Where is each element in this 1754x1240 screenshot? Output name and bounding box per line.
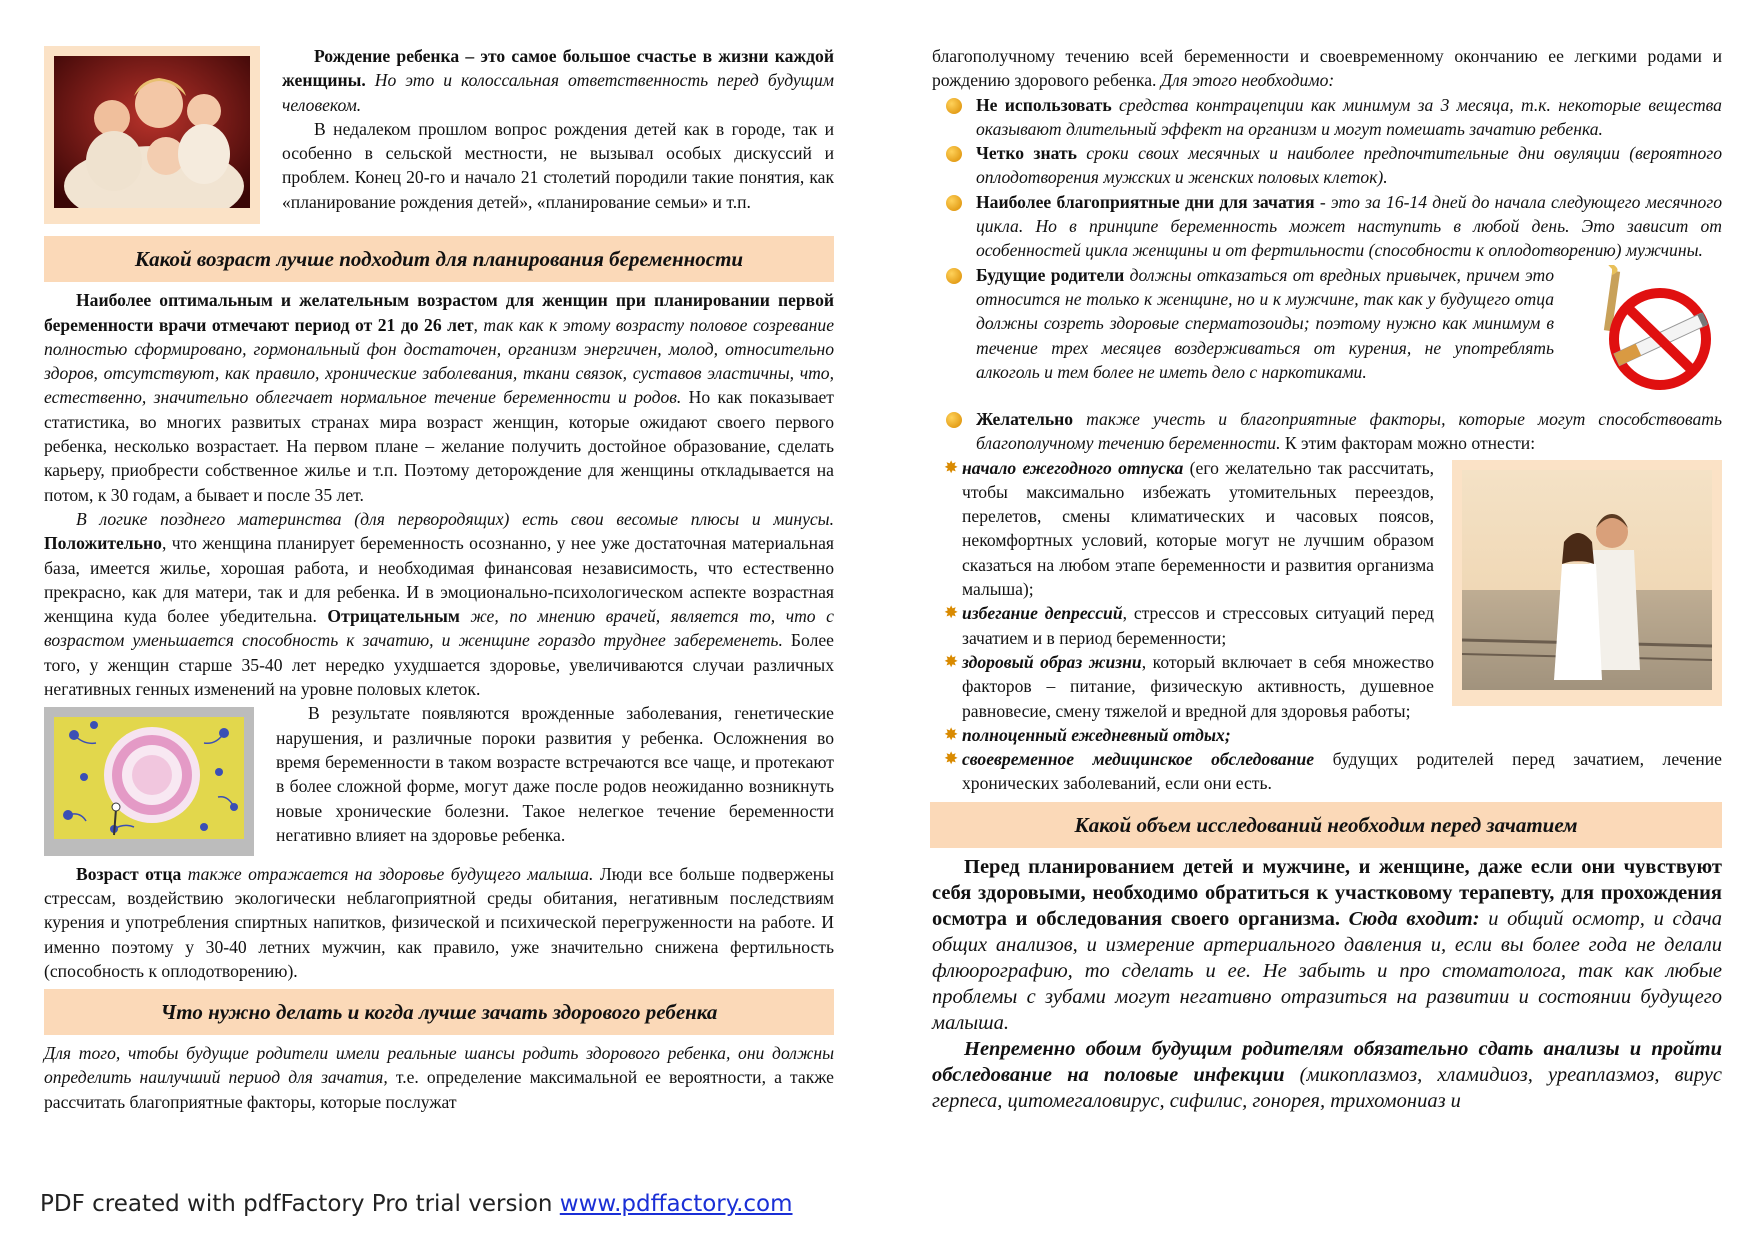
todo-paragraph [44,1041,834,1114]
star-bullet-icon: ✸ [944,749,959,769]
banner-age-title: Какой возраст лучше подходит для планирования беременности [44,236,834,282]
factor-bold: начало ежегодного отпуска [962,457,1184,478]
factor-bold: полноценный ежедневный отдых; [962,724,1231,745]
factor-bold: здоровый образ жизни [962,651,1142,672]
tests-bold-italic: Непременно обоим будущим родителям обязательно сдать анализы и пройти обследование на половые инфекции [932,1037,1722,1086]
bullet-best-days [932,190,1722,263]
exam-bold-italic: Сюда входит: [1339,907,1480,930]
pdf-footer [40,1191,793,1217]
todo-normal: т.е. определение максимальной ее вероятности, а также рассчитать благоприятные факторы, которые послужат [44,1067,834,1112]
factor-normal: будущих родителей перед зачатием, лечение хронических заболеваний, если они есть. [962,749,1722,794]
late-bold-positive: Положительно [44,533,162,554]
late-italic-2: же, по мнению врачей, является то, что с возрастом уменьшается способность к зачатию, и женщине гораздо труднее забеременеть. [44,606,834,651]
intro-paragraph-2: В недалеком прошлом вопрос рождения детей как в городе, так и особенно в сельской местности, не вызывал особых дискуссий и проблем. Конец 20-го и начало 21 столетий породили такие понятия, как «планирование рождения детей», «планирование семьи» и т.п. [282,118,834,212]
late-normal-2: Более того, у женщин старше 35-40 лет нередко ухудшается здоровье, увеличиваются случаи различных негативных генных изменений на уровне половых клеток. [44,630,834,700]
bullet-bold: Желательно [976,408,1074,429]
factor-normal: (его желательно так рассчитать, чтобы максимально избежать утомительных переездов, перелетов, смены климатических и часовых поясов, некомфортных условий, которые могут не лучшим образом сказаться на любом этапе беременности и развития организма малыша); [962,457,1434,600]
bullet-bold: Наиболее благоприятные дни для зачатия [976,191,1315,212]
factors-list [932,456,1722,796]
factor-vacation [946,456,1722,602]
bullet-favorable [932,407,1722,456]
intro-italic: Но это и колоссальная ответственность перед будущим человеком. [282,70,834,115]
mother-children-photo [44,46,260,224]
father-italic: также отражается на здоровье будущего малыша. [181,863,594,884]
result-paragraph: В результате появляются врожденные заболевания, генетические нарушения, и различные пороки развития у ребенка. Осложнения во время беременности в таком возрасте встречаются все чаще, и протекают в более сложной форме, могут даже после родов неожиданно возникнуть новые хронические болезни. Такое нелегкое течение беременности негативно влияет на здоровье ребенка. [276,703,834,845]
continuation-normal: благополучному течению всей беременности и своевременному окончанию ее легкими родами и рождению здорового ребенка. [932,46,1722,91]
late-bold-negative: Отрицательным [316,606,460,627]
mother-with-kids-image [54,56,250,208]
bullet-contraception [932,93,1722,142]
factor-depression [946,601,1722,650]
continuation-italic: Для этого необходимо: [1156,70,1335,91]
exam-bold: Перед планированием детей и мужчине, и женщине, даже если они чувствуют себя здоровыми, необходимо обратиться к участковому терапевту, для прохождения осмотра и обследования своего организма. [932,855,1722,930]
star-bullet-icon: ✸ [944,651,959,671]
intro-bold: Рождение ребенка – это самое большое счастье в жизни каждой женщины. [282,46,834,91]
bullet-dot-icon [946,98,962,114]
bullet-dot-icon [946,268,962,284]
late-normal-1: , что женщина планирует беременность осознанно, у нее уже достаточная материальная база, имеется жилье, хорошая работа, и необходимая финансовая независимость, что естественно прекрасно, как для матери, так и для ребенка. И в эмоционально-психологическом аспекте возрастная женщина куда более убедительна. [44,533,834,627]
left-column [44,44,834,1114]
factor-normal: , который включает в себя множество факторов – питание, физическую активность, душевное равновесие, смену тяжелой и вредной для здоровья работы; [962,651,1434,721]
father-bold: Возраст отца [76,863,182,884]
age-normal: Но как показывает статистика, во многих развитых странах мира возраст женщин, которые ожидают своего первого ребенка, несколько возрастает. На первом плане – желание получить достойное образование, сделать карьеру, приобрести собственное жилье и т.п. Поэтому деторождение для женщины откладывается на потом, к 30 годам, а бывает и после 35 лет. [44,387,835,505]
exam-paragraph [932,854,1722,1036]
egg-cell-image [54,717,244,839]
photo-frame [44,46,260,224]
bullet-bold: Четко знать [976,143,1077,164]
age-bold: Наиболее оптимальным и желательным возрастом для женщин при планировании первой беременности врачи отмечают период от 21 до 26 лет [44,290,834,335]
todo-italic: Для того, чтобы будущие родители имели реальные шансы родить здорового ребенка, они должны определить наилучший период для зачатия, [44,1043,834,1088]
tests-italic: (микоплазмоз, хламидиоз, уреаплазмоз, вирус герпеса, цитомегаловирус, сифилис, гонорея, трихомониаз и [932,1063,1722,1112]
bullet-dot-icon [946,195,962,211]
footer-text: PDF created with pdfFactory Pro trial version [40,1191,560,1217]
cell-photo [44,707,254,855]
bullet-normal: К этим факторам можно отнести: [1280,433,1536,454]
bullet-cycle [932,141,1722,190]
late-italic-1: В логике позднего материнства (для первородящих) есть свои весомые плюсы и минусы. [76,508,834,529]
star-bullet-icon: ✸ [944,457,959,477]
factor-normal: , стрессов и стрессовых ситуаций перед зачатием и в период беременности; [962,603,1435,648]
factor-rest [946,723,1722,747]
bullet-italic: также учесть и благоприятные факторы, которые могут способствовать благополучному течению беременности. [976,408,1722,454]
exam-italic: и общий осмотр, и сдача общих анализов, и измерение артериального давления и, если вы более года не делали флюорографию, то сделать и ее. Не забыть и про стоматолога, так как любые проблемы с зубами могут негативно отразиться на развитии и состоянии будущего малыша. [932,907,1722,1034]
pdffactory-link[interactable]: www.pdffactory.com [559,1191,793,1217]
bullet-italic: сроки своих месячных и наиболее предпочтительные дни овуляции (вероятного оплодотворения мужских и женских половых клеток). [976,143,1722,188]
continuation-paragraph [932,44,1722,93]
right-column [932,44,1722,1114]
age-italic: , так как к этому возрасту половое созревание полностью сформировано, гормональный фон достаточен, организм энергичен, молод, относительно здоров, отсутствуют, как правило, хронические заболевания, ткани связок, суставов эластичны, что, естественно, значительно облегчает нормальное течение беременности и родов. [44,314,834,408]
bullet-bold: Будущие родители [976,264,1125,285]
star-bullet-icon: ✸ [944,724,959,744]
factor-bold: избегание депрессий [962,603,1123,624]
banner-exam-title: Какой объем исследований необходим перед зачатием [930,802,1722,848]
bullet-italic: должны отказаться от вредных привычек, причем это относится не только к женщине, но и к мужчине, так как у будущего отца должны созреть здоровые сперматозоиды; поэтому нужно как минимум в течение трех месяцев воздерживаться от курения, не употреблять алкоголь и тем более не иметь дело с наркотиками. [976,264,1554,382]
star-bullet-icon: ✸ [944,603,959,623]
father-normal: Люди все больше подвержены стрессам, воздействию экологически неблагоприятной среды обитания, негативным последствиям курения и употребления спиртных напитков, физической и психической перегруженности на работе. И именно поэтому у 30-40 летних мужчин, как правило, уже значительно снижена фертильность (способность к оплодотворению). [44,863,834,981]
factor-lifestyle [946,650,1722,723]
tests-paragraph [932,1036,1722,1114]
bullet-italic: средства контрацепции как минимум за 3 месяца, т.к. некоторые вещества оказывают длительный эффект на организм и могут помешать зачатию ребенка. [976,94,1722,139]
father-paragraph [44,862,834,983]
bullet-dot-icon [946,146,962,162]
factor-bold: своевременное медицинское обследование [962,749,1315,770]
late-paragraph [44,507,834,701]
bullet-bold: Не использовать [976,94,1112,115]
cell-photo-frame [44,707,254,855]
bullet-dot-icon [946,412,962,428]
factor-medical [946,747,1722,796]
bullet-italic: - это за 16-14 дней до начала следующего месячного цикла. Но в принципе беременность может наступить в любой день. Это зависит от особенностей цикла женщины и от фертильности (способности к оплодотворению) мужчины. [976,191,1723,261]
age-paragraph [44,288,834,507]
bullet-habits [932,263,1722,384]
banner-todo-title: Что нужно делать и когда лучше зачать здорового ребенка [44,989,834,1035]
